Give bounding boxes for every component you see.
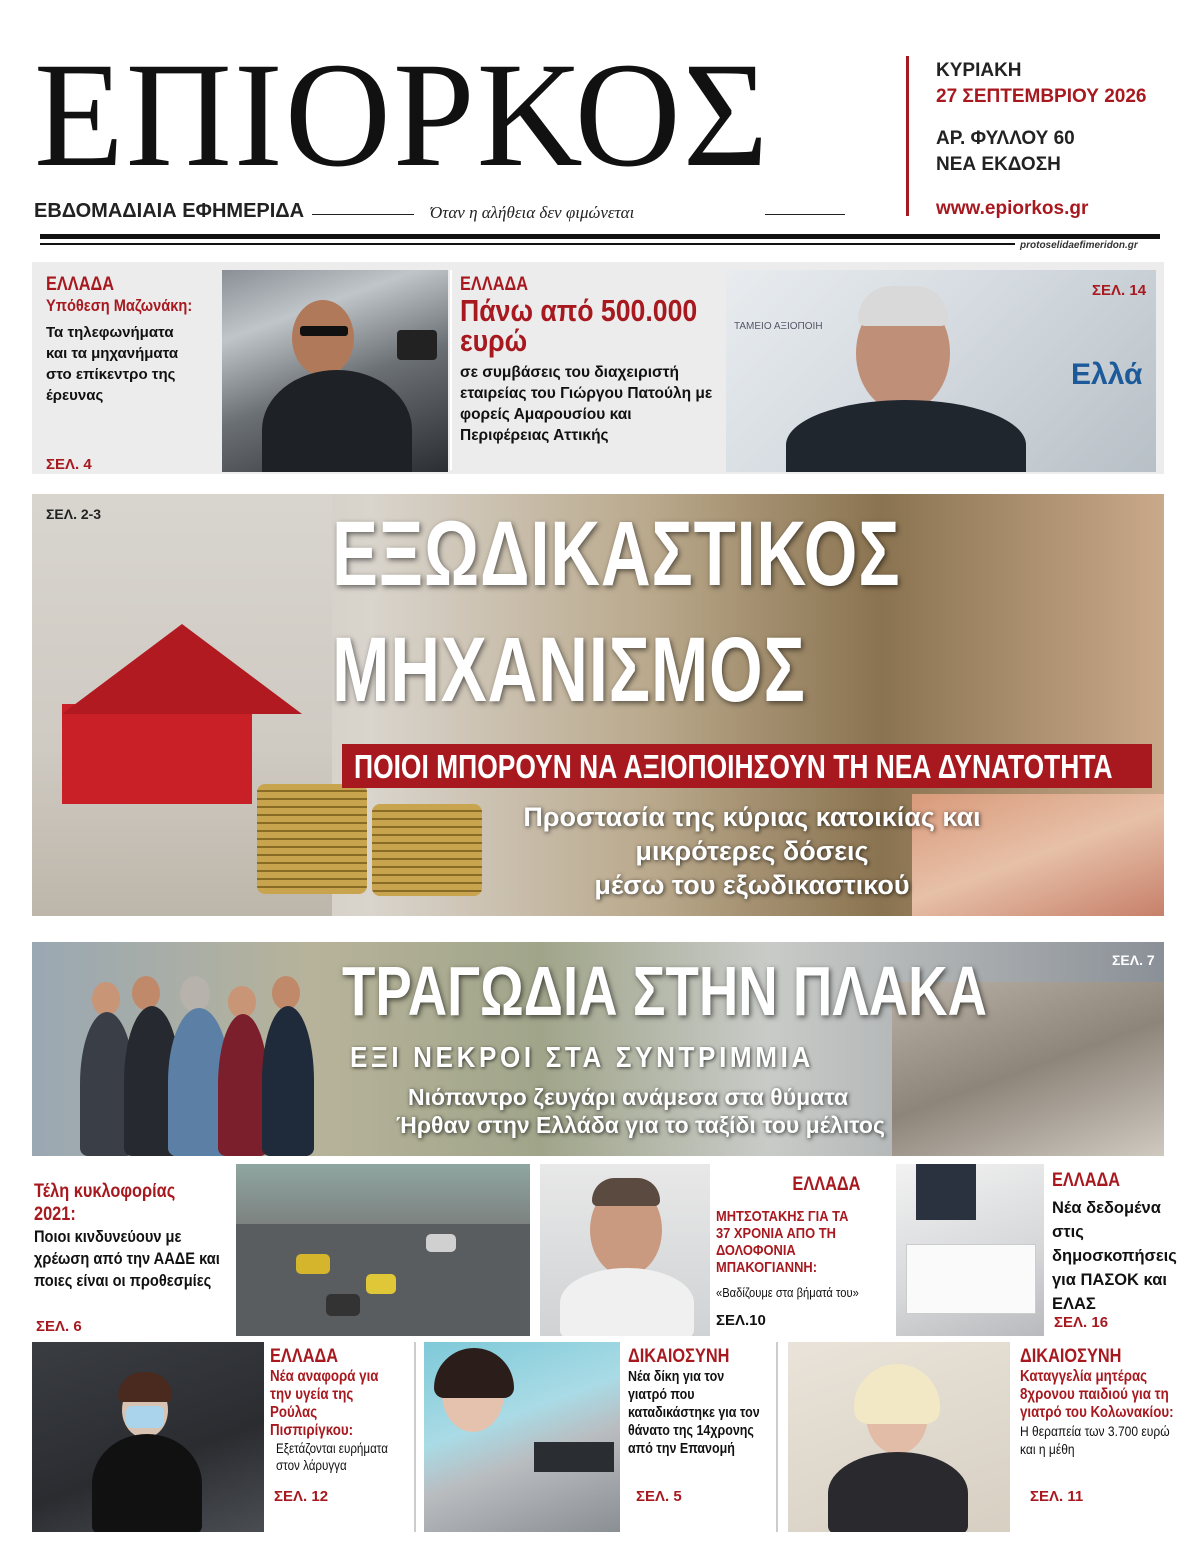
page-ref: ΣΕΛ. 5 <box>636 1488 682 1505</box>
epanomi-photo <box>424 1342 620 1532</box>
story-kicker: ΕΛΛΑΔΑ <box>1052 1170 1121 1191</box>
story-headline: Τέλη κυκλοφορίας 2021: <box>34 1181 176 1225</box>
story-text: Εξετάζονται ευρήματα στον λάρυγγα <box>276 1441 388 1473</box>
lead-banner <box>342 744 1152 788</box>
story-epanomi[interactable] <box>628 1346 768 1458</box>
lead-sub-3: μέσω του εξωδικαστικού <box>594 870 910 900</box>
top-strip <box>32 262 1164 474</box>
masthead-rule-thin <box>40 243 1015 245</box>
plaka-band: ΕΞΙ ΝΕΚΡΟΙ ΣΤΑ ΣΥΝΤΡΙΜΜΙΑ <box>350 1042 814 1074</box>
coins-image <box>257 784 367 894</box>
story-text: σε συμβάσεις του διαχειριστή εταιρείας του Γιώργου Πατούλη με φορείς Αμαρουσίου και Περιφέρειας Αττικής <box>460 364 713 444</box>
story-headline: Υπόθεση Μαζωνάκη: <box>46 296 193 315</box>
story-mitsotakis[interactable] <box>716 1174 876 1302</box>
story-kicker: ΕΛΛΑΔΑ <box>46 274 115 295</box>
page-ref: ΣΕΛ.10 <box>716 1312 766 1329</box>
story-headline: Πάνω από 500.000 ευρώ <box>460 293 698 358</box>
row-divider <box>414 1342 416 1532</box>
issue-date: 27 ΣΕΠΤΕΜΒΡΙΟΥ 2026 <box>936 86 1147 107</box>
story-quote: «Βαδίζουμε στα βήματά του» <box>716 1285 859 1300</box>
story-headline: ΜΗΤΣΟΤΑΚΗΣ ΓΙΑ ΤΑ 37 ΧΡΟΝΙΑ ΑΠΟ ΤΗ ΔΟΛΟΦΟΝΙΑ ΜΠΑΚΟΓΙΑΝΝΗ: <box>716 1208 849 1276</box>
page-ref: ΣΕΛ. 7 <box>1112 952 1155 968</box>
website-link[interactable]: www.epiorkos.gr <box>936 198 1089 219</box>
plaka-story[interactable] <box>32 942 1164 1156</box>
page-ref: ΣΕΛ. 14 <box>1092 282 1147 299</box>
traffic-photo <box>236 1164 530 1336</box>
page-ref: ΣΕΛ. 12 <box>274 1488 329 1505</box>
masthead <box>0 0 1200 260</box>
story-kicker: ΔΙΚΑΙΟΣΥΝΗ <box>1020 1346 1122 1367</box>
motto-rule-right <box>765 214 845 215</box>
masthead-rule <box>40 234 1160 239</box>
story-text: Ποιοι κινδυνεύουν με χρέωση από την ΑΑΔΕ και ποιες είναι οι προθεσμίες <box>34 1227 220 1290</box>
story-text: Νέα δίκη για τον γιατρό που καταδικάστηκε για τον θάνατο της 14χρονης από την Επανομή <box>628 1369 760 1457</box>
house-image <box>62 704 252 804</box>
mitsotakis-photo <box>540 1164 710 1336</box>
page-ref: ΣΕΛ. 2-3 <box>46 506 102 522</box>
newspaper-subtitle: ΕΒΔΟΜΑΔΙΑΙΑ ΕΦΗΜΕΡΙΔΑ <box>34 200 305 222</box>
kolonaki-doctor-photo <box>788 1342 1010 1532</box>
story-kicker: ΔΙΚΑΙΟΣΥΝΗ <box>628 1346 730 1367</box>
story-text: Τα τηλεφωνήματα και τα μηχανήματα στο επίκεντρο της έρευνας <box>46 324 179 404</box>
newspaper-title: ΕΠΙΟΡΚΟΣ <box>34 32 771 198</box>
masthead-divider <box>906 56 909 216</box>
lead-sub-2: μικρότερες δόσεις <box>635 836 869 866</box>
story-headline: Καταγγελία μητέρας 8χρονου παιδιού για τη γιατρό του Κολωνακίου: <box>1020 1368 1174 1421</box>
issue-number: ΑΡ. ΦΥΛΛΟΥ 60 <box>936 128 1075 149</box>
plaka-headline: ΤΡΑΓΩΔΙΑ ΣΤΗΝ ΠΛΑΚΑ <box>342 952 988 1030</box>
row-divider <box>776 1342 778 1532</box>
story-polls[interactable] <box>1052 1170 1192 1316</box>
story-pispirigou[interactable] <box>270 1346 400 1474</box>
page-ref: ΣΕΛ. 4 <box>46 456 92 473</box>
page-ref: ΣΕΛ. 16 <box>1054 1314 1109 1331</box>
page-ref: ΣΕΛ. 6 <box>36 1318 82 1335</box>
plaka-sub-2: Ήρθαν στην Ελλάδα για το ταξίδι του μέλιτος <box>396 1112 885 1138</box>
source-credit: protoselidaefimeridon.gr <box>1020 240 1138 251</box>
story-text: Νέα δεδομένα στις δημοσκοπήσεις για ΠΑΣΟΚ και ΕΛΑΣ <box>1052 1199 1177 1313</box>
lead-sub-1: Προστασία της κύριας κατοικίας και <box>523 802 981 832</box>
story-kicker: ΕΛΛΑΔΑ <box>792 1174 861 1195</box>
story-text: Η θεραπεία των 3.700 ευρώ και η μέθη <box>1020 1423 1170 1457</box>
story-kolonaki[interactable] <box>1020 1346 1190 1458</box>
motto-rule-left <box>312 214 414 215</box>
lead-headline-1: ΕΞΩΔΙΚΑΣΤΙΚΟΣ <box>332 503 901 605</box>
issue-edition: ΝΕΑ ΕΚΔΟΣΗ <box>936 154 1061 175</box>
page-ref: ΣΕΛ. 11 <box>1030 1488 1084 1505</box>
story-patoulis[interactable] <box>460 274 730 446</box>
story-headline: Νέα αναφορά για την υγεία της Ρούλας Πισπιρίγκου: <box>270 1368 379 1439</box>
photo-sign-logo: Ελλά <box>1071 358 1143 391</box>
mazonakis-photo <box>222 270 448 472</box>
lead-banner-text: ΠΟΙΟΙ ΜΠΟΡΟΥΝ ΝΑ ΑΞΙΟΠΟΙΗΣΟΥΝ ΤΗ ΝΕΑ ΔΥΝΑΤΟΤΗΤΑ <box>354 748 1113 785</box>
story-road-tax[interactable] <box>34 1180 234 1292</box>
photo-sign-text: ΤΑΜΕΙΟ ΑΞΙΟΠΟΙΗ <box>734 321 823 332</box>
lead-headline-2: ΜΗΧΑΝΙΣΜΟΣ <box>332 619 806 721</box>
ballot-photo <box>896 1164 1044 1336</box>
motto: Όταν η αλήθεια δεν φιμώνεται <box>430 203 635 222</box>
story-mazonakis[interactable] <box>46 274 216 406</box>
strip-divider <box>450 270 452 470</box>
issue-day: ΚΥΡΙΑΚΗ <box>936 60 1022 81</box>
lead-story[interactable] <box>32 494 1164 916</box>
patoulis-photo <box>726 270 1156 472</box>
story-kicker: ΕΛΛΑΔΑ <box>460 274 529 295</box>
plaka-sub-1: Νιόπαντρο ζευγάρι ανάμεσα στα θύματα <box>408 1084 849 1110</box>
pispirigou-photo <box>32 1342 264 1532</box>
story-kicker: ΕΛΛΑΔΑ <box>270 1346 339 1367</box>
